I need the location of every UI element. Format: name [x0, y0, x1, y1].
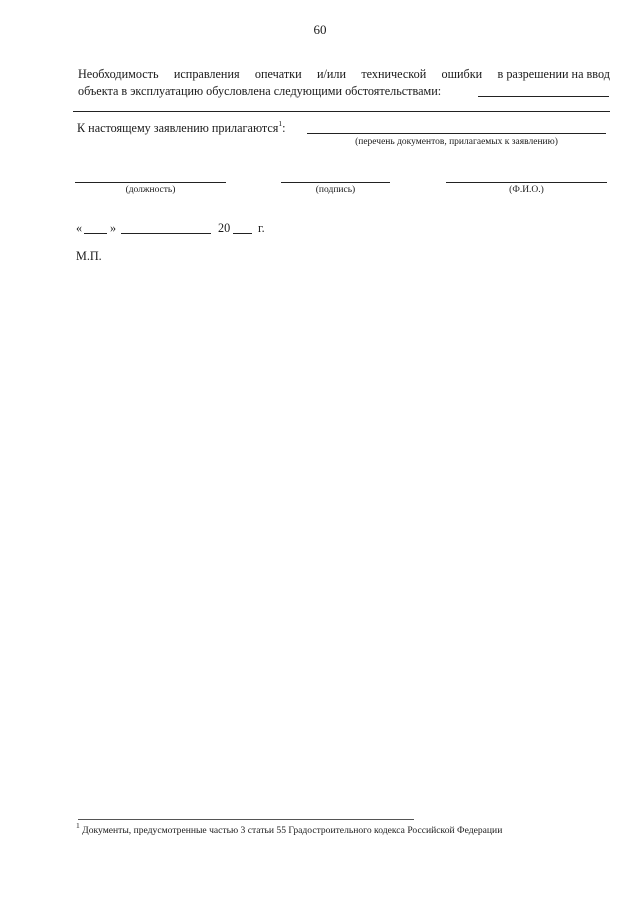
signature-caption: (подпись) — [315, 185, 356, 195]
year-blank-line[interactable] — [233, 233, 252, 234]
footnote — [76, 820, 503, 836]
paragraph-word: исправления — [173, 67, 240, 81]
date-close-quote: » — [110, 221, 117, 235]
attachments-colon: : — [282, 121, 286, 135]
position-blank-line[interactable] — [75, 182, 226, 183]
attachments-label — [77, 120, 286, 136]
attachments-blank-line[interactable] — [307, 133, 606, 134]
paragraph-word: в разрешении на ввод — [497, 67, 610, 81]
full-name-blank-line[interactable] — [446, 182, 607, 183]
paragraph-word: технической — [361, 67, 427, 81]
paragraph-word: и/или — [316, 67, 346, 81]
paragraph-line-1 — [78, 66, 610, 83]
full-name-caption: (Ф.И.О.) — [509, 185, 544, 195]
footnote-mark: 1 — [76, 820, 80, 830]
footnote-text: Документы, предусмотренные частью 3 статьи 55 Градостроительного кодекса Российской Федерации — [82, 825, 503, 836]
attachments-label-text: К настоящему заявлению прилагаются — [77, 121, 279, 135]
circumstances-blank-line[interactable] — [478, 96, 609, 97]
signature-blank-line[interactable] — [281, 182, 390, 183]
date-open-quote: « — [76, 221, 83, 235]
position-caption: (должность) — [125, 185, 176, 195]
paragraph-word: Необходимость — [78, 67, 159, 81]
paragraph-line-2: объекта в эксплуатацию обусловлена следующими обстоятельствами: — [78, 84, 442, 98]
year-prefix: 20 — [218, 221, 231, 235]
attachments-caption: (перечень документов, прилагаемых к заявлению) — [355, 137, 558, 147]
footnote-reference: 1 — [278, 118, 283, 128]
paragraph-word: ошибки — [441, 67, 483, 81]
footnote-separator — [78, 819, 414, 820]
stamp-label: М.П. — [76, 249, 102, 263]
day-blank-line[interactable] — [84, 233, 107, 234]
year-suffix: г. — [258, 221, 265, 235]
paragraph-word: опечатки — [254, 67, 302, 81]
circumstances-continuation-line[interactable] — [73, 111, 610, 112]
page-number: 60 — [313, 22, 327, 37]
month-blank-line[interactable] — [121, 233, 211, 234]
